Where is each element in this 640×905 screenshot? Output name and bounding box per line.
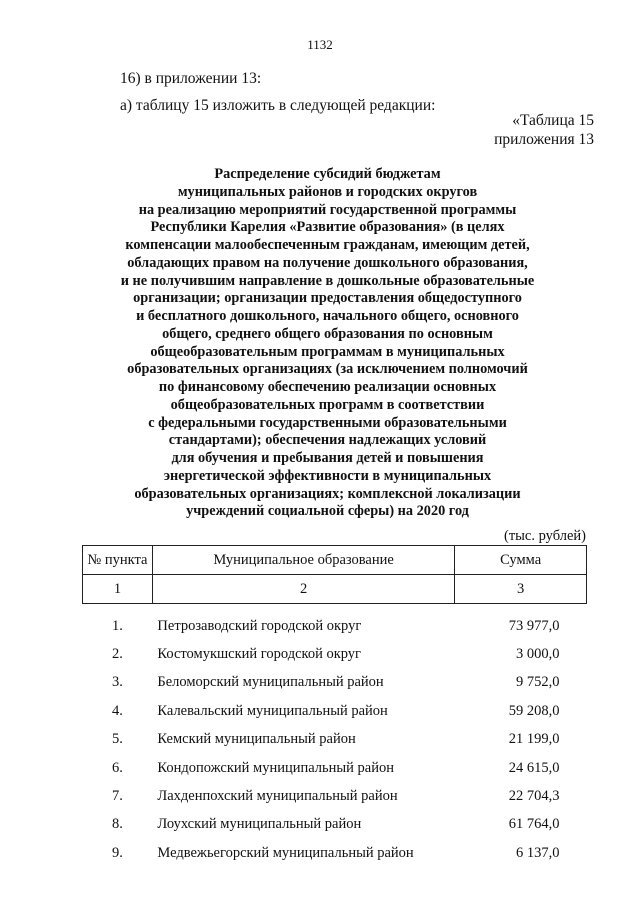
municipality-name: Лоухский муниципальный район [157, 816, 362, 833]
title-line: с федеральными государственными образовательными [148, 414, 507, 431]
subsidy-sum: 22 704,3 [508, 788, 560, 805]
title-line: образовательных организациях (за исключением полномочий [127, 361, 528, 378]
title-line: Республики Карелия «Развитие образования» (в целях [150, 219, 505, 236]
row-number: 8. [112, 816, 123, 833]
municipality-name: Медвежьегорский муниципальный район [157, 844, 414, 861]
title-line: и не получившим направление в дошкольные образовательные [120, 272, 535, 289]
title-line: общего, среднего общего образования по основным [162, 325, 493, 342]
title-line: для обучения и пребывания детей и повышения [171, 450, 484, 466]
subsidy-sum: 61 764,0 [508, 816, 560, 833]
table-row [83, 726, 587, 754]
table-header-row [83, 546, 587, 575]
units-label: (тыс. рублей) [504, 528, 586, 544]
table-row [83, 754, 587, 782]
municipality-name: Кондопожский муниципальный район [157, 759, 395, 776]
title-line: и бесплатного дошкольного, начального общего, основного [136, 308, 519, 324]
row-number: 4. [112, 702, 123, 719]
subsidy-sum: 24 615,0 [508, 759, 560, 776]
row-number: 1. [112, 617, 123, 634]
table-reference-line: приложения 13 [494, 131, 594, 148]
header-item-number: № пункта [83, 546, 153, 575]
row-number: 3. [112, 674, 123, 691]
table-row [83, 640, 587, 668]
header-sum: Сумма [455, 546, 587, 575]
title-line: компенсации малообеспеченным гражданам, имеющим детей, [125, 237, 530, 253]
row-number: 2. [112, 646, 123, 663]
municipality-name: Кемский муниципальный район [157, 731, 356, 748]
title-line: Распределение субсидий бюджетам [214, 166, 441, 182]
row-number: 7. [112, 788, 123, 805]
paragraph-table-instruction: а) таблицу 15 изложить в следующей редакции: [120, 97, 436, 114]
column-number-row [83, 575, 587, 604]
row-number: 9. [112, 844, 123, 861]
column-number: 2 [152, 575, 454, 604]
column-number: 1 [83, 575, 153, 604]
paragraph-appendix: 16) в приложении 13: [120, 70, 262, 87]
row-number: 6. [112, 759, 123, 776]
column-number: 3 [455, 575, 587, 604]
title-line: общеобразовательным программам в муниципальных [150, 343, 505, 360]
table-row [83, 839, 587, 867]
title-line: образовательных организациях; комплексной локализации [134, 485, 521, 502]
title-line: стандартами); обеспечения надлежащих условий [168, 432, 487, 449]
subsidy-table [82, 545, 587, 868]
subsidy-sum: 59 208,0 [508, 702, 560, 719]
subsidy-sum: 3 000,0 [516, 646, 560, 663]
municipality-name: Лахденпохский муниципальный район [157, 788, 398, 805]
municipality-name: Беломорский муниципальный район [157, 674, 384, 691]
table-row [83, 612, 587, 640]
table-row [83, 811, 587, 839]
title-line: по финансовому обеспечению реализации основных [158, 379, 497, 395]
subsidy-sum: 73 977,0 [508, 617, 560, 634]
header-municipality: Муниципальное образование [152, 546, 454, 575]
subsidy-sum: 9 752,0 [516, 674, 560, 691]
municipality-name: Петрозаводский городской округ [157, 617, 362, 634]
municipality-name: Калевальский муниципальный район [157, 702, 388, 719]
title-line: энергетической эффективности в муниципальных [163, 467, 492, 484]
title-line: муниципальных районов и городских округов [177, 183, 478, 200]
table-spacer [83, 604, 587, 613]
subsidy-sum: 6 137,0 [516, 844, 560, 861]
subsidy-sum: 21 199,0 [508, 731, 560, 748]
table-row [83, 669, 587, 697]
document-title [60, 166, 595, 521]
title-line: на реализацию мероприятий государственной программы [138, 201, 517, 218]
table-reference-line: «Таблица 15 [512, 112, 594, 129]
table-row [83, 697, 587, 725]
title-line: обладающих правом на получение дошкольного образования, [127, 254, 528, 271]
title-line: учреждений социальной сферы) на 2020 год [186, 503, 469, 520]
title-line: организации; организации предоставления общедоступного [133, 290, 522, 307]
row-number: 5. [112, 731, 123, 748]
page-number: 1132 [307, 37, 333, 52]
municipality-name: Костомукшский городской округ [157, 646, 362, 663]
title-line: общеобразовательных программ в соответствии [170, 396, 485, 413]
table-row [83, 782, 587, 810]
